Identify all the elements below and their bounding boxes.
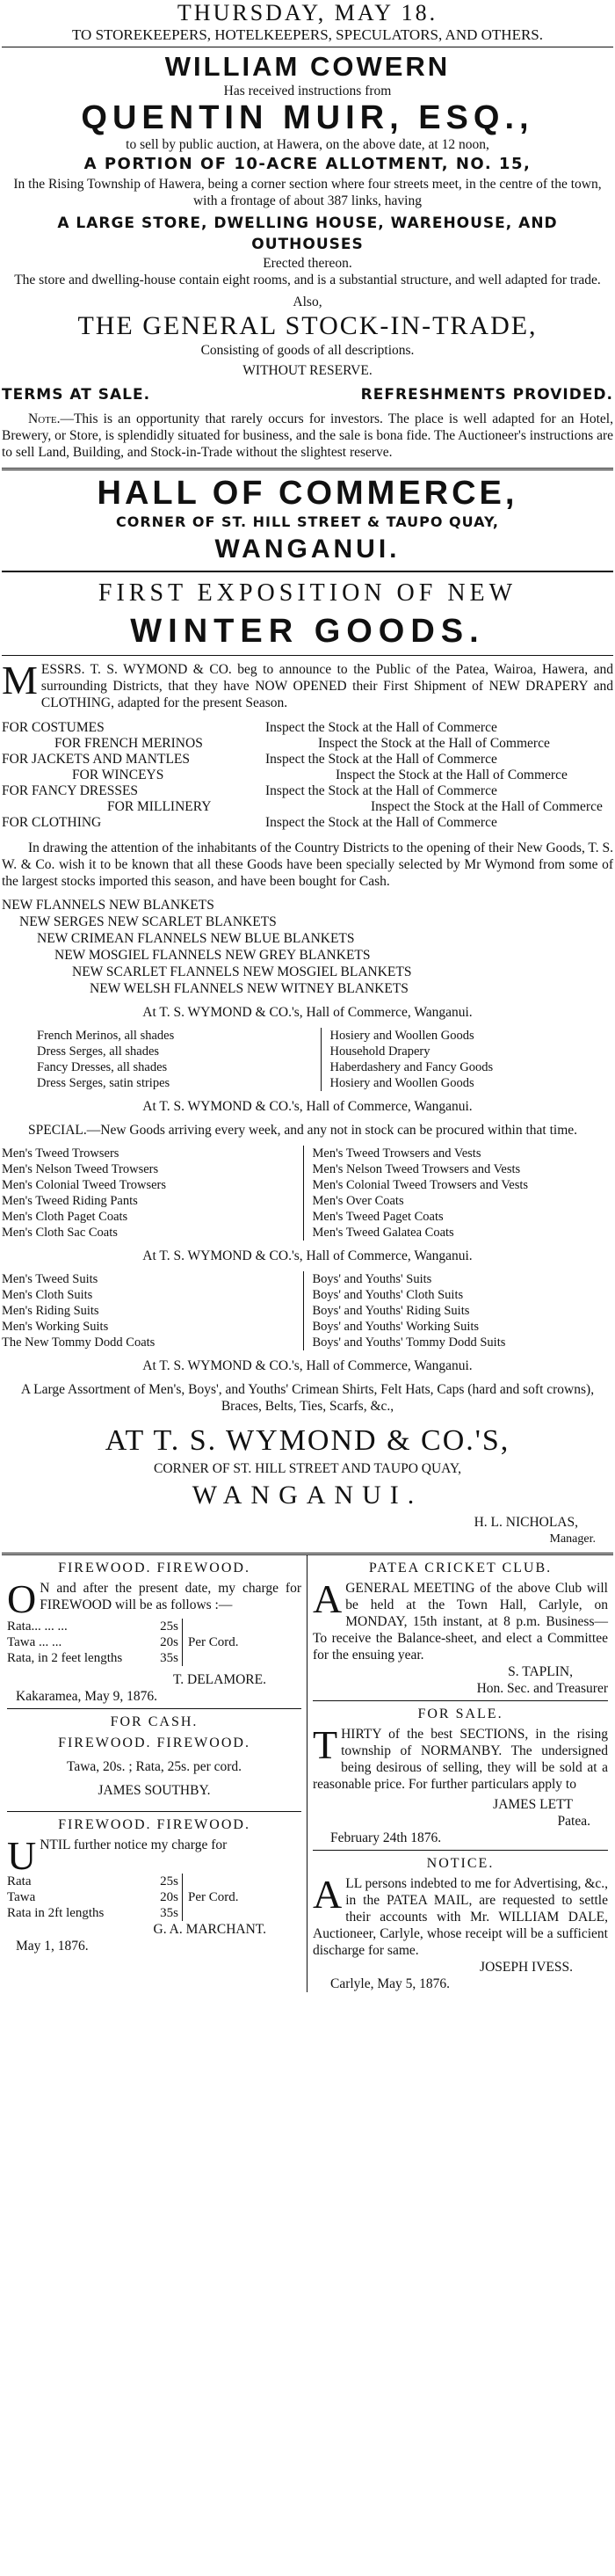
divider [313,1850,608,1851]
list-item: Men's Riding Suits [2,1304,99,1318]
list-item: Fancy Dresses, all shades [37,1060,168,1074]
at-line: At T. S. WYMOND & CO.'s, Hall of Commerce, Wanganui. [142,1248,473,1263]
firewood2-rates [7,1874,301,1921]
list-item: Men's Tweed Trowsers and Vests [312,1146,481,1161]
list-item: Men's Colonial Tweed Trowsers and Vests [312,1178,529,1192]
for-row-label: FOR COSTUMES [2,720,105,735]
list-item: Men's Tweed Galatea Coats [312,1226,454,1240]
winter-heading: WINTER GOODS. [130,613,485,650]
drop-cap: O [7,1576,37,1621]
list-item: Boys' and Youths' Riding Suits [312,1304,470,1318]
flannels-line: NEW WELSH FLANNELS NEW WITNEY BLANKETS [90,981,409,996]
cash-heading: FOR CASH. [110,1714,199,1729]
list-item: Dress Serges, all shades [37,1044,160,1059]
forsale-heading: FOR SALE. [417,1706,503,1721]
drop-cap: M [2,658,38,702]
list-item: Men's Tweed Suits [2,1272,98,1286]
list-item: Men's Working Suits [2,1320,109,1334]
firewood2-advert [7,1817,301,1954]
corner2-line: CORNER OF ST. HILL STREET AND TAUPO QUAY, [154,1461,461,1476]
rate-values [139,1874,183,1921]
cricket-paragraph [313,1576,608,1663]
cash-name: JAMES SOUTHBY. [98,1783,211,1798]
rate-names [7,1619,139,1666]
for-row [2,752,613,768]
list-item: Men's Tweed Riding Pants [2,1194,138,1208]
hall-corner: CORNER OF ST. HILL STREET & TAUPO QUAY, [116,513,499,530]
list3-right [303,1271,614,1350]
reserve-line: WITHOUT RESERVE. [242,363,373,378]
intro-text: ESSRS. T. S. WYMOND & CO. beg to announce to the Public of the Patea, Wairoa, Hawera, and surrounding Districts, that they have NOW OPENED their First Shipment of NEW DRAPERY and CLOTHING, adapted for the present Season. [40,662,613,710]
assortment-paragraph: A Large Assortment of Men's, Boys', and Youths' Crimean Shirts, Felt Hats, Caps (hard and soft crowns), Braces, Belts, Ties, Scarfs, &c., [20,1382,595,1414]
list-item: Men's Cloth Sac Coats [2,1226,118,1240]
list2 [2,1146,613,1241]
consisting-line: Consisting of goods of all descriptions. [200,343,415,358]
at-wymond-heading: AT T. S. WYMOND & CO.'S, [105,1424,510,1457]
list1-left [2,1028,321,1091]
flannels-line: NEW CRIMEAN FLANNELS NEW BLUE BLANKETS [37,931,355,946]
drop-cap: A [313,1872,343,1917]
list-item: Hosiery and Woollen Goods [329,1029,474,1043]
rate-value: 20s [160,1890,178,1904]
list1 [2,1028,613,1091]
per-cord: Per Cord. [188,1635,239,1649]
terms-text: TERMS AT SALE. [2,386,151,404]
for-row-inspect: Inspect the Stock at the Hall of Commerce [318,736,550,751]
note-text: —This is an opportunity that rarely occurs for investors. The place is well adapted for an Hotel, Brewery, or Store, is splendidly situated for business, and the sale is bona fide. The Auctioneer's instructions are to sell Land, Building, and Stock-in-Trade without the slightest reserve. [2,411,613,460]
for-row-inspect: Inspect the Stock at the Hall of Commerce [336,768,568,782]
forsale-name: JAMES LETT [493,1797,573,1812]
hall-title: HALL OF COMMERCE, [97,475,518,512]
for-row [2,783,613,799]
rate-name: Tawa ... ... [7,1635,62,1649]
for-row-label: FOR CLOTHING [2,815,102,830]
flannels-line: NEW MOSGIEL FLANNELS NEW GREY BLANKETS [54,948,371,963]
forsale-place: Patea. [557,1814,590,1829]
rate-name: Rata, in 2 feet lengths [7,1651,123,1665]
for-row-inspect: Inspect the Stock at the Hall of Commerce [265,720,497,735]
for-row-inspect: Inspect the Stock at the Hall of Commerce [265,752,497,767]
firewood1-name: T. DELAMORE. [172,1672,266,1687]
divider [2,655,613,656]
list-item: Men's Cloth Paget Coats [2,1210,128,1224]
flannels-list [2,897,613,997]
cash-line: Tawa, 20s. ; Rata, 25s. per cord. [66,1759,242,1774]
note-paragraph [2,411,613,461]
lot1-heading: A PORTION OF 10-ACRE ALLOTMENT, NO. 15, [83,155,532,173]
list-item: Men's Nelson Tweed Trowsers and Vests [312,1162,521,1176]
list-item: Dress Serges, satin stripes [37,1076,170,1090]
town2-heading: WANGANUI. [192,1481,423,1510]
forsale-advert [313,1706,608,1846]
for-row [2,736,613,752]
divider [2,571,613,572]
list-item: Boys' and Youths' Working Suits [312,1320,480,1334]
for-rows [2,720,613,831]
flannels-line: NEW SCARLET FLANNELS NEW MOSGIEL BLANKETS [72,964,412,979]
for-row-label: FOR FRENCH MERINOS [54,736,203,751]
manager-name: H. L. NICHOLAS, [474,1515,578,1530]
list-item: Household Drapery [329,1044,430,1059]
intro-paragraph [2,658,613,711]
cash-advert [7,1714,301,1799]
auctioneer-name: WILLIAM COWERN [164,51,451,82]
note-label: Note. [28,411,61,426]
drop-cap: T [313,1722,338,1767]
cricket-heading: PATEA CRICKET CLUB. [368,1561,553,1575]
list-item: Haberdashery and Fancy Goods [329,1060,494,1074]
rate-names [7,1874,139,1921]
manager-role: Manager. [549,1532,596,1546]
cash-subheading: FIREWOOD. FIREWOOD. [58,1736,250,1750]
firewood1-text: N and after the present date, my charge for FIREWOOD will be as follows :— [40,1581,301,1612]
attention-paragraph: In drawing the attention of the inhabitants of the Country Districts to the opening of their New Goods, T. S. W. & Co. wish it to be known that all these Goods have been specially selected by Mr Wymond from some of the largest stocks imported this season, and have been bought for Cash. [2,840,613,889]
rate-value: 35s [160,1651,178,1665]
rate-value: 25s [160,1874,178,1888]
list-item: Men's Tweed Paget Coats [312,1210,444,1224]
for-row-inspect: Inspect the Stock at the Hall of Commerce [265,783,497,798]
to-line: TO STOREKEEPERS, HOTELKEEPERS, SPECULATORS, AND OTHERS. [71,26,544,43]
for-row-inspect: Inspect the Stock at the Hall of Commerce [265,815,497,830]
list-item: Boys' and Youths' Suits [312,1272,432,1286]
rate-values [139,1619,183,1666]
date-heading: THURSDAY, MAY 18. [177,0,438,25]
list-item: Men's Tweed Trowsers [2,1146,119,1161]
cricket-role: Hon. Sec. and Treasurer [476,1681,608,1696]
notice-text: LL persons indebted to me for Advertising, &c., in the PATEA MAIL, are requested to settle their accounts with Mr. WILLIAM DALE, Auctioneer, Carlyle, whose receipt will be a sufficient discharge for same. [313,1876,608,1958]
list1-right [321,1028,614,1091]
exposition-heading: FIRST EXPOSITION OF NEW [98,579,517,607]
notice-advert [313,1856,608,1992]
firewood2-name: G. A. MARCHANT. [153,1922,266,1937]
list3-left [2,1271,303,1350]
at-line: At T. S. WYMOND & CO.'s, Hall of Commerce, Wanganui. [142,1099,473,1114]
notice-heading: NOTICE. [426,1856,495,1871]
flannels-line: NEW FLANNELS NEW BLANKETS [2,898,214,913]
store-description: The store and dwelling-house contain eight rooms, and is a substantial structure, and well adapted for trade. [14,273,601,287]
at-line: At T. S. WYMOND & CO.'s, Hall of Commerce, Wanganui. [142,1358,473,1373]
drop-cap: U [7,1833,37,1878]
for-row-label: FOR JACKETS AND MANTLES [2,752,191,767]
rate-value: 20s [160,1635,178,1649]
list-item: Men's Over Coats [312,1194,404,1208]
forsale-date: February 24th 1876. [330,1830,442,1845]
notice-place: Carlyle, May 5, 1876. [330,1976,451,1991]
firewood1-advert [7,1561,301,1705]
sell-line: to sell by public auction, at Hawera, on the above date, at 12 noon, [126,137,489,152]
notice-name: JOSEPH IVESS. [480,1960,573,1975]
list-item: The New Tommy Dodd Coats [2,1335,156,1350]
cricket-name: S. TAPLIN, [508,1664,573,1679]
divider [7,1811,301,1812]
for-row-label: FOR MILLINERY [107,799,212,814]
for-row-inspect: Inspect the Stock at the Hall of Commerce [371,799,603,814]
hall-of-commerce-advert [2,474,613,1547]
list2-left [2,1146,303,1241]
rate-name: Tawa [7,1890,36,1904]
firewood1-paragraph [7,1576,301,1621]
drop-cap: A [313,1576,343,1621]
list-item: Men's Nelson Tweed Trowsers [2,1162,159,1176]
notice-paragraph [313,1872,608,1959]
also-line: Also, [293,295,322,309]
rate-value: 35s [160,1906,178,1920]
divider [2,468,613,470]
cricket-advert [313,1561,608,1697]
per-cord: Per Cord. [188,1890,239,1904]
forsale-text: HIRTY of the best SECTIONS, in the rising township of NORMANBY. The undersigned being desirous of selling, they will be sold at a reasonable price. For further particulars apply to [313,1727,608,1792]
cricket-text: GENERAL MEETING of the above Club will be held at the Town Hall, Carlyle, on MONDAY, 15th instant, at 8 p.m. Business—To receive the Balance-sheet, and elect a Committee for the ensuing year. [313,1581,608,1663]
cowern-advert [2,0,613,461]
firewood2-paragraph [7,1833,301,1878]
list3 [2,1271,613,1350]
list-item: Hosiery and Woollen Goods [329,1076,474,1090]
rate-name: Rata in 2ft lengths [7,1906,105,1920]
firewood1-heading: FIREWOOD. FIREWOOD. [58,1561,250,1575]
for-row [2,815,613,831]
stock-heading: THE GENERAL STOCK-IN-TRADE, [77,311,538,340]
list-item: Men's Colonial Tweed Trowsers [2,1178,167,1192]
hall-town: WANGANUI. [214,535,401,564]
list-item: Boys' and Youths' Tommy Dodd Suits [312,1335,506,1350]
lot2-heading: A LARGE STORE, DWELLING HOUSE, WAREHOUSE, AND OUTHOUSES [57,215,558,253]
refreshments-text: REFRESHMENTS PROVIDED. [360,386,613,404]
client-name: QUENTIN MUIR, ESQ., [81,99,534,136]
list-item: French Merinos, all shades [37,1029,175,1043]
lot1-description: In the Rising Township of Hawera, being a corner section where four streets meet, in the centre of the town, with a frontage of about 387 links, having [13,177,602,208]
divider [7,1708,301,1709]
classifieds-left-column [2,1555,308,1992]
classifieds-right-column [308,1555,613,1992]
flannels-line: NEW SERGES NEW SCARLET BLANKETS [19,914,277,929]
firewood1-rates [7,1619,301,1666]
terms-row [2,386,613,404]
classifieds [2,1553,613,1992]
rate-value: 25s [160,1619,178,1634]
firewood2-place: May 1, 1876. [16,1939,89,1954]
list-item: Men's Cloth Suits [2,1288,93,1302]
rate-name: Rata [7,1874,32,1888]
for-row [2,768,613,783]
firewood1-place: Kakaramea, May 9, 1876. [16,1689,157,1704]
erected-line: Erected thereon. [263,256,352,271]
firewood2-heading: FIREWOOD. FIREWOOD. [58,1817,250,1832]
divider [313,1700,608,1701]
rate-name: Rata... ... ... [7,1619,68,1634]
at-line: At T. S. WYMOND & CO.'s, Hall of Commerce, Wanganui. [142,1005,473,1020]
for-row-label: FOR FANCY DRESSES [2,783,139,798]
firewood2-text: NTIL further notice my charge for [40,1837,228,1852]
for-row-label: FOR WINCEYS [72,768,164,782]
forsale-paragraph [313,1722,608,1793]
for-row [2,799,613,815]
for-row [2,720,613,736]
list2-right [303,1146,614,1241]
list-item: Boys' and Youths' Cloth Suits [312,1288,464,1302]
received-line: Has received instructions from [223,84,392,98]
special-paragraph: SPECIAL.—New Goods arriving every week, and any not in stock can be procured within that time. [28,1123,578,1138]
